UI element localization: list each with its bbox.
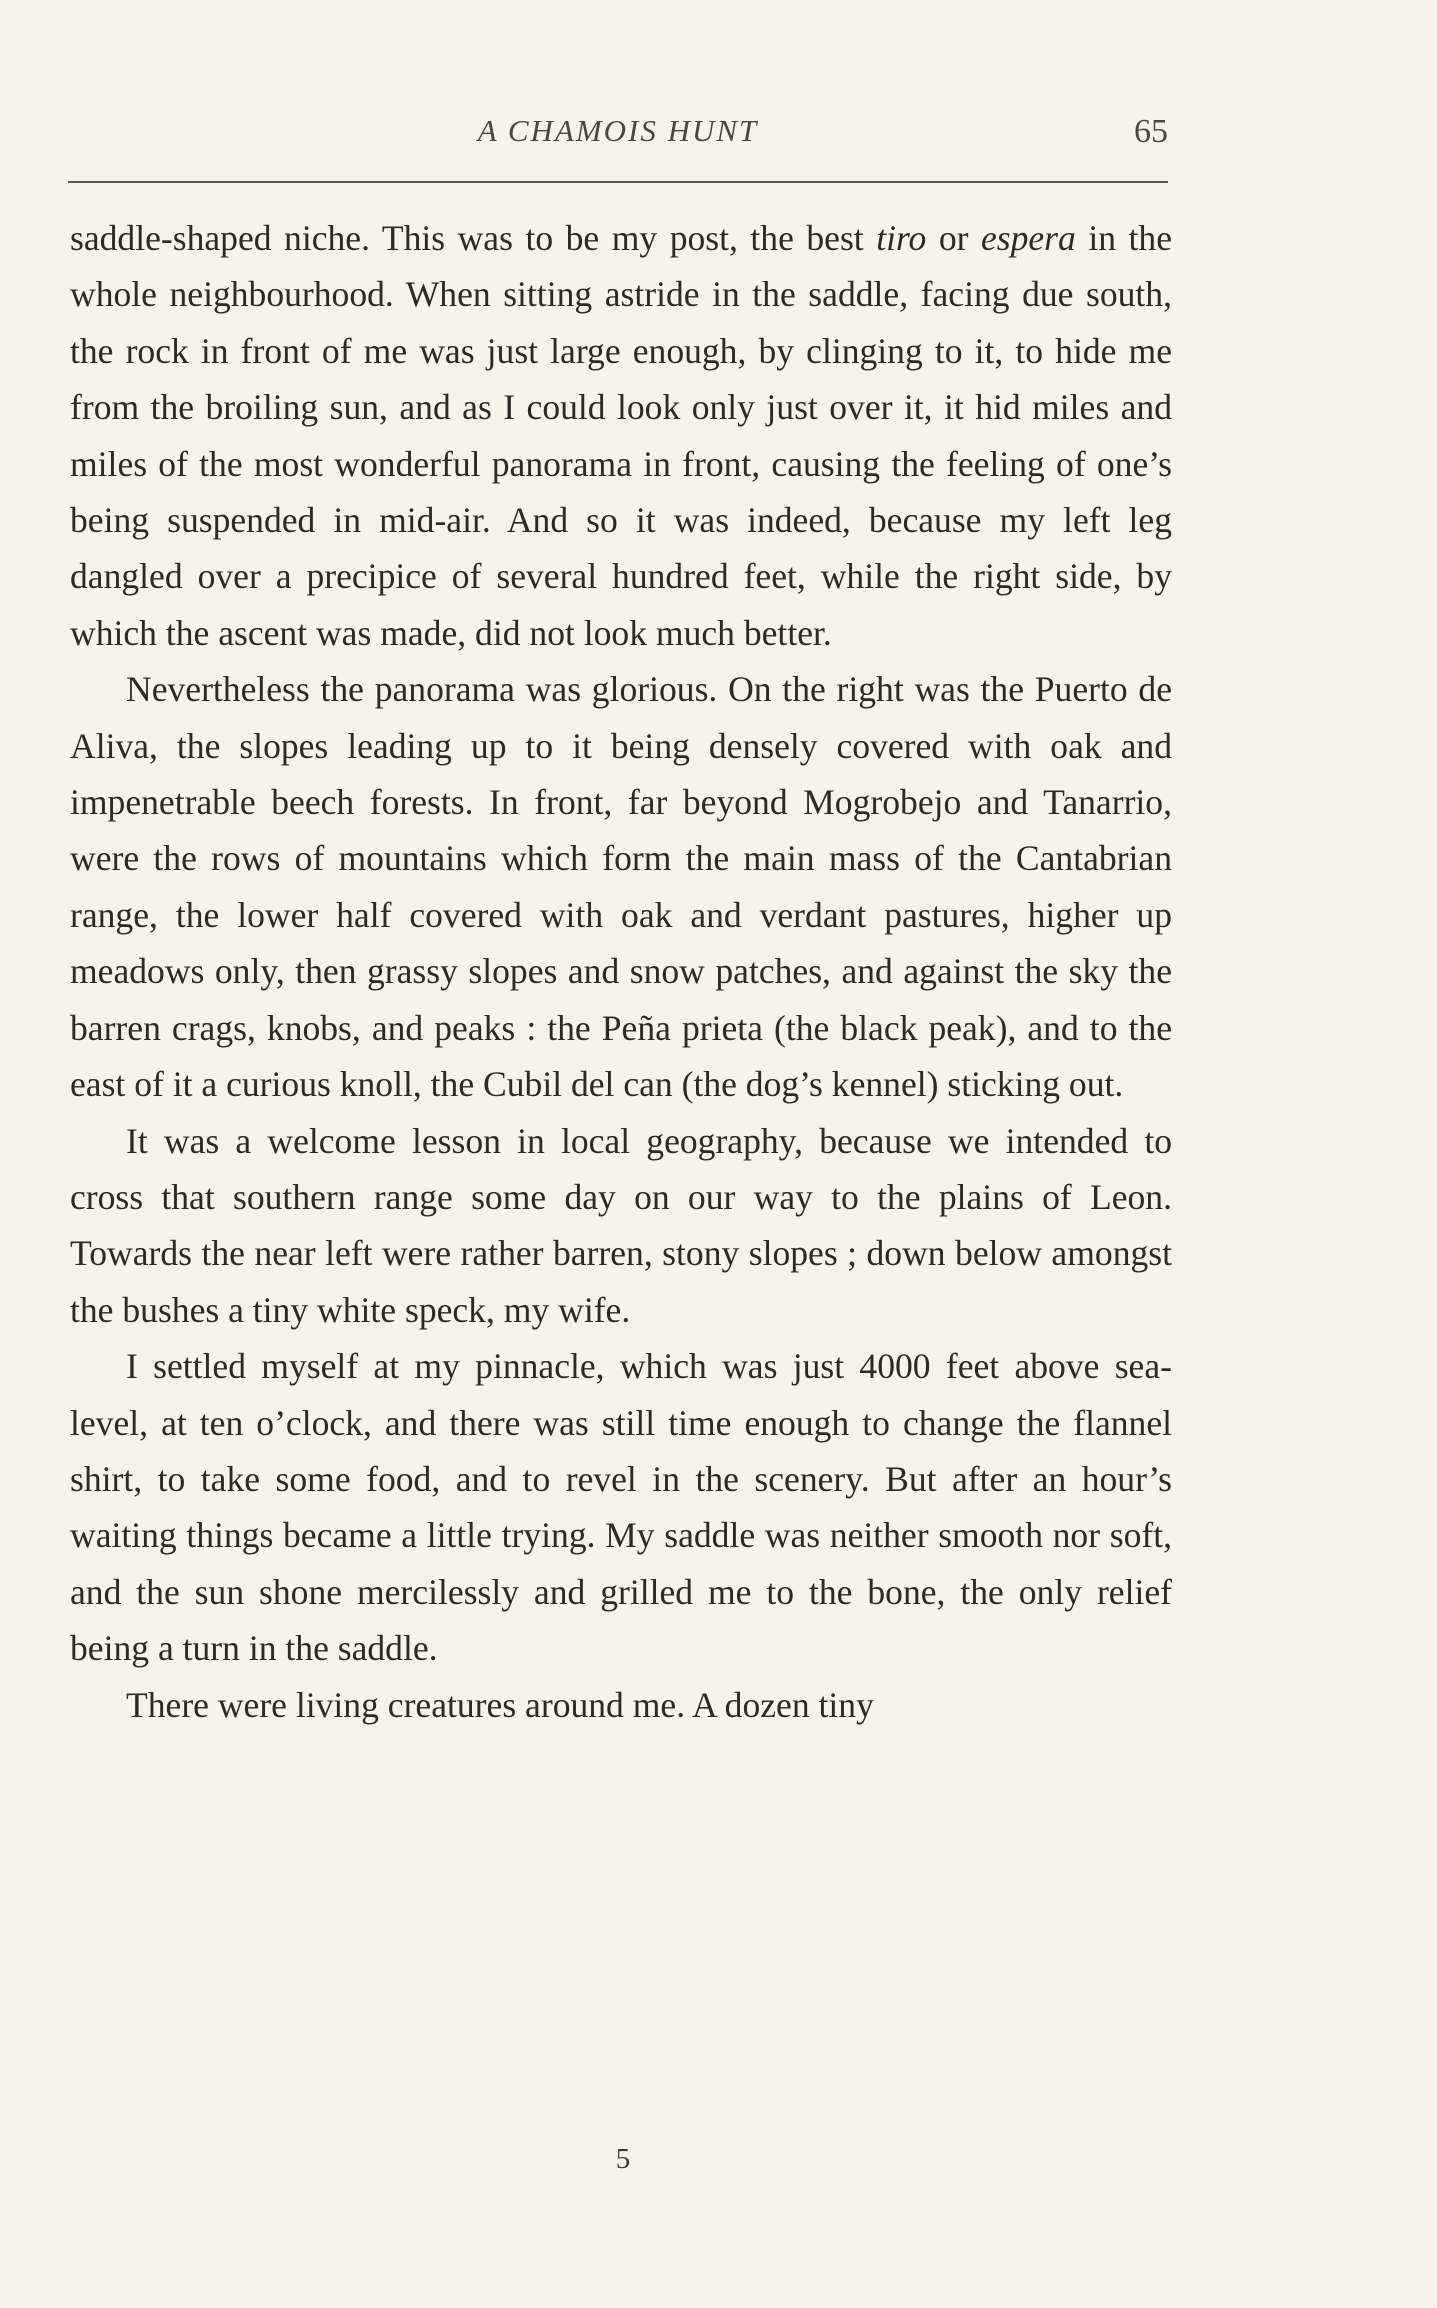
paragraph-5 — [70, 1677, 1172, 1733]
italic-term-tiro: tiro — [876, 218, 927, 258]
paragraph-5-text: There were living creatures around me. A dozen tiny — [126, 1684, 874, 1725]
paragraph-1-text-3: in the whole neighbourhood. When sitting astride in the saddle, facing due south, the rock in front of me was just large enough, by clinging to it, to hide me from the broiling sun, and as I could look only just over it, it hid miles and miles of the most wonderful panorama in front, causing the feeling of one’s being suspended in mid-air. And so it was indeed, because my left leg dangled over a precipice of several hundred feet, while the right side, by which the ascent was made, did not look much better. — [70, 218, 1172, 653]
running-head — [68, 105, 1168, 155]
header-rule — [68, 181, 1168, 183]
paragraph-1-text-1: saddle-shaped niche. This was to be my post, the best — [70, 218, 877, 258]
paragraph-1-text-2: or — [926, 218, 981, 258]
italic-term-espera: espera — [980, 218, 1076, 258]
paragraph-4 — [70, 1338, 1172, 1676]
page-number: 65 — [1134, 113, 1168, 150]
paragraph-2-text: Nevertheless the panorama was glorious. On the right was the Puerto de Aliva, the slopes leading up to it being densely covered with oak and impenetrable beech forests. In front, far beyond Mogrobejo and Tanarrio, were the rows of mountains which form the main mass of the Cantabrian range, the lower half covered with oak and verdant pastures, higher up meadows only, then grassy slopes and snow patches, and against the sky the barren crags, knobs, and peaks : the Peña prieta (the black peak), and to the east of it a curious knoll, the Cubil del can (the dog’s kennel) sticking out. — [70, 669, 1172, 1105]
paragraph-1 — [70, 210, 1172, 661]
running-title: A CHAMOIS HUNT — [477, 113, 759, 148]
body-text — [70, 210, 1172, 1733]
paragraph-3-text: It was a welcome lesson in local geography, because we intended to cross that southern range some day on our way to the plains of Leon. Towards the near left were rather barren, stony slopes ; down below amongst the bushes a tiny white speck, my wife. — [70, 1120, 1172, 1330]
paragraph-2 — [70, 661, 1172, 1112]
signature-mark: 5 — [615, 2143, 631, 2175]
paragraph-3 — [70, 1113, 1172, 1339]
paragraph-4-text: I settled myself at my pinnacle, which was just 4000 feet above sea-level, at ten o’clock, and there was still time enough to change the flannel shirt, to take some food, and to revel in the scenery. But after an hour’s waiting things became a little trying. My saddle was neither smooth nor soft, and the sun shone mercilessly and grilled me to the bone, the only relief being a turn in the saddle. — [70, 1346, 1172, 1669]
